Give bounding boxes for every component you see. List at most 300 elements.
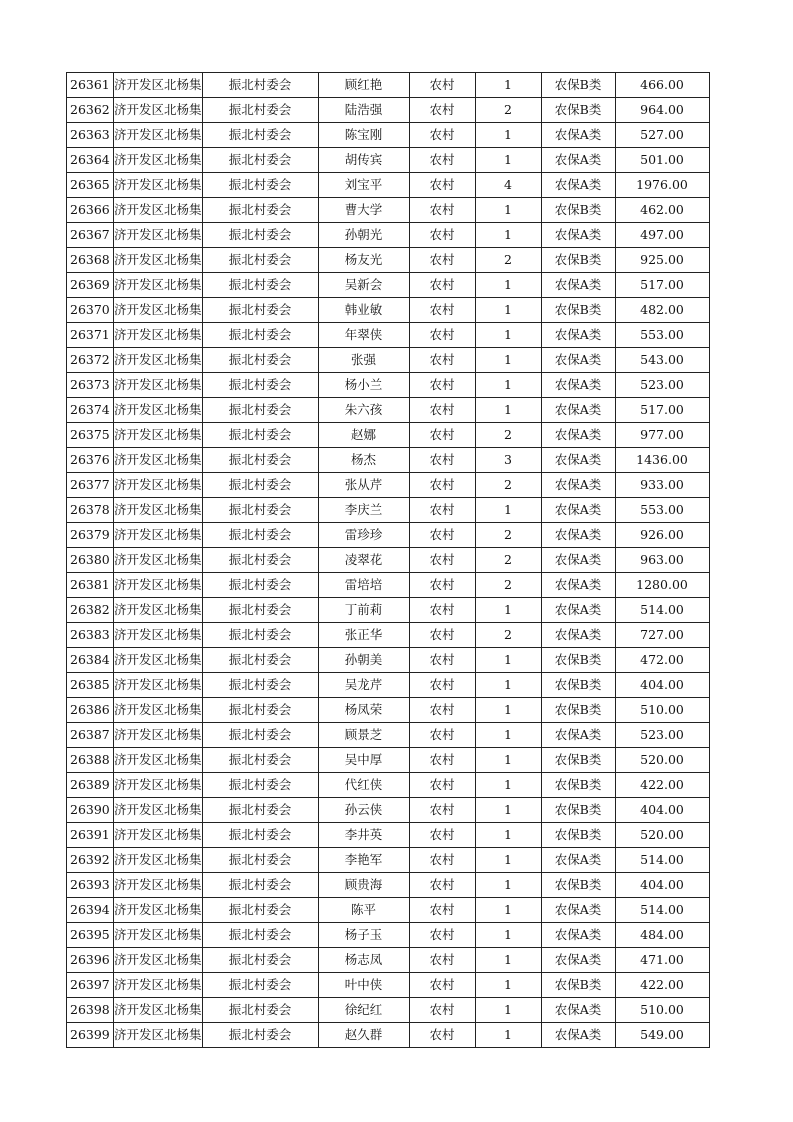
- village-name: 振北村委会: [202, 273, 318, 298]
- village-name: 振北村委会: [202, 648, 318, 673]
- table-row: [67, 723, 710, 748]
- area-name: 济开发区北杨集: [114, 398, 203, 423]
- area-name: 济开发区北杨集: [114, 423, 203, 448]
- area-name: 济开发区北杨集: [114, 748, 203, 773]
- record-id: 26390: [67, 798, 114, 823]
- person-name: 刘宝平: [318, 173, 409, 198]
- person-name: 吴新会: [318, 273, 409, 298]
- record-id: 26363: [67, 123, 114, 148]
- amount: 553.00: [615, 323, 709, 348]
- person-name: 吴龙芹: [318, 673, 409, 698]
- area-name: 济开发区北杨集: [114, 598, 203, 623]
- amount: 501.00: [615, 148, 709, 173]
- village-name: 振北村委会: [202, 773, 318, 798]
- person-name: 杨凤荣: [318, 698, 409, 723]
- village-name: 振北村委会: [202, 973, 318, 998]
- village-name: 振北村委会: [202, 848, 318, 873]
- member-count: 2: [475, 98, 541, 123]
- insurance-category: 农保A类: [541, 923, 615, 948]
- person-name: 李艳军: [318, 848, 409, 873]
- household-type: 农村: [409, 198, 475, 223]
- amount: 1280.00: [615, 573, 709, 598]
- table-row: [67, 973, 710, 998]
- record-id: 26362: [67, 98, 114, 123]
- record-id: 26376: [67, 448, 114, 473]
- area-name: 济开发区北杨集: [114, 448, 203, 473]
- table-row: [67, 848, 710, 873]
- amount: 964.00: [615, 98, 709, 123]
- amount: 404.00: [615, 673, 709, 698]
- record-id: 26393: [67, 873, 114, 898]
- member-count: 1: [475, 298, 541, 323]
- member-count: 2: [475, 623, 541, 648]
- member-count: 1: [475, 398, 541, 423]
- area-name: 济开发区北杨集: [114, 73, 203, 98]
- member-count: 2: [475, 473, 541, 498]
- household-type: 农村: [409, 373, 475, 398]
- area-name: 济开发区北杨集: [114, 548, 203, 573]
- area-name: 济开发区北杨集: [114, 198, 203, 223]
- household-type: 农村: [409, 348, 475, 373]
- village-name: 振北村委会: [202, 73, 318, 98]
- record-id: 26392: [67, 848, 114, 873]
- household-type: 农村: [409, 898, 475, 923]
- person-name: 曹大学: [318, 198, 409, 223]
- member-count: 1: [475, 273, 541, 298]
- record-id: 26375: [67, 423, 114, 448]
- amount: 472.00: [615, 648, 709, 673]
- village-name: 振北村委会: [202, 698, 318, 723]
- household-type: 农村: [409, 823, 475, 848]
- table-row: [67, 448, 710, 473]
- amount: 520.00: [615, 748, 709, 773]
- member-count: 1: [475, 73, 541, 98]
- person-name: 朱六孩: [318, 398, 409, 423]
- insurance-category: 农保A类: [541, 723, 615, 748]
- village-name: 振北村委会: [202, 798, 318, 823]
- record-id: 26382: [67, 598, 114, 623]
- person-name: 李井英: [318, 823, 409, 848]
- table-row: [67, 823, 710, 848]
- person-name: 吴中厚: [318, 748, 409, 773]
- household-type: 农村: [409, 423, 475, 448]
- record-id: 26388: [67, 748, 114, 773]
- table-row: [67, 298, 710, 323]
- record-id: 26371: [67, 323, 114, 348]
- person-name: 孙云侠: [318, 798, 409, 823]
- insurance-category: 农保B类: [541, 873, 615, 898]
- village-name: 振北村委会: [202, 323, 318, 348]
- table-row: [67, 598, 710, 623]
- amount: 422.00: [615, 773, 709, 798]
- person-name: 代红侠: [318, 773, 409, 798]
- table-row: [67, 348, 710, 373]
- person-name: 顾景芝: [318, 723, 409, 748]
- amount: 553.00: [615, 498, 709, 523]
- village-name: 振北村委会: [202, 173, 318, 198]
- insurance-category: 农保A类: [541, 448, 615, 473]
- member-count: 1: [475, 973, 541, 998]
- village-name: 振北村委会: [202, 448, 318, 473]
- member-count: 3: [475, 448, 541, 473]
- member-count: 1: [475, 948, 541, 973]
- record-id: 26379: [67, 523, 114, 548]
- village-name: 振北村委会: [202, 523, 318, 548]
- insurance-category: 农保B类: [541, 973, 615, 998]
- record-id: 26361: [67, 73, 114, 98]
- household-type: 农村: [409, 73, 475, 98]
- record-id: 26396: [67, 948, 114, 973]
- table-row: [67, 323, 710, 348]
- insurance-category: 农保B类: [541, 648, 615, 673]
- household-type: 农村: [409, 848, 475, 873]
- table-row: [67, 123, 710, 148]
- table-row: [67, 523, 710, 548]
- insurance-category: 农保A类: [541, 623, 615, 648]
- household-type: 农村: [409, 973, 475, 998]
- insurance-category: 农保A类: [541, 223, 615, 248]
- village-name: 振北村委会: [202, 548, 318, 573]
- member-count: 1: [475, 798, 541, 823]
- table-row: [67, 748, 710, 773]
- insurance-category: 农保B类: [541, 798, 615, 823]
- record-id: 26386: [67, 698, 114, 723]
- member-count: 2: [475, 423, 541, 448]
- table-row: [67, 898, 710, 923]
- member-count: 1: [475, 348, 541, 373]
- area-name: 济开发区北杨集: [114, 673, 203, 698]
- area-name: 济开发区北杨集: [114, 173, 203, 198]
- insurance-category: 农保B类: [541, 248, 615, 273]
- area-name: 济开发区北杨集: [114, 1023, 203, 1048]
- village-name: 振北村委会: [202, 1023, 318, 1048]
- village-name: 振北村委会: [202, 298, 318, 323]
- person-name: 杨友光: [318, 248, 409, 273]
- household-type: 农村: [409, 123, 475, 148]
- table-row: [67, 148, 710, 173]
- person-name: 顾红艳: [318, 73, 409, 98]
- area-name: 济开发区北杨集: [114, 898, 203, 923]
- member-count: 1: [475, 123, 541, 148]
- member-count: 1: [475, 498, 541, 523]
- household-type: 农村: [409, 273, 475, 298]
- person-name: 赵娜: [318, 423, 409, 448]
- village-name: 振北村委会: [202, 223, 318, 248]
- insurance-category: 农保B类: [541, 98, 615, 123]
- person-name: 丁前莉: [318, 598, 409, 623]
- household-type: 农村: [409, 998, 475, 1023]
- person-name: 凌翠花: [318, 548, 409, 573]
- member-count: 2: [475, 548, 541, 573]
- member-count: 1: [475, 723, 541, 748]
- household-type: 农村: [409, 698, 475, 723]
- amount: 497.00: [615, 223, 709, 248]
- area-name: 济开发区北杨集: [114, 823, 203, 848]
- area-name: 济开发区北杨集: [114, 573, 203, 598]
- insurance-category: 农保B类: [541, 198, 615, 223]
- area-name: 济开发区北杨集: [114, 948, 203, 973]
- amount: 523.00: [615, 373, 709, 398]
- member-count: 1: [475, 598, 541, 623]
- member-count: 1: [475, 373, 541, 398]
- village-name: 振北村委会: [202, 98, 318, 123]
- member-count: 1: [475, 698, 541, 723]
- member-count: 1: [475, 673, 541, 698]
- household-type: 农村: [409, 598, 475, 623]
- area-name: 济开发区北杨集: [114, 998, 203, 1023]
- member-count: 1: [475, 198, 541, 223]
- village-name: 振北村委会: [202, 823, 318, 848]
- village-name: 振北村委会: [202, 498, 318, 523]
- village-name: 振北村委会: [202, 948, 318, 973]
- village-name: 振北村委会: [202, 998, 318, 1023]
- member-count: 2: [475, 248, 541, 273]
- table-row: [67, 473, 710, 498]
- insurance-category: 农保B类: [541, 773, 615, 798]
- table-row: [67, 73, 710, 98]
- amount: 484.00: [615, 923, 709, 948]
- person-name: 赵久群: [318, 1023, 409, 1048]
- person-name: 张正华: [318, 623, 409, 648]
- record-id: 26369: [67, 273, 114, 298]
- area-name: 济开发区北杨集: [114, 148, 203, 173]
- record-id: 26385: [67, 673, 114, 698]
- table-row: [67, 98, 710, 123]
- insurance-category: 农保B类: [541, 673, 615, 698]
- record-id: 26367: [67, 223, 114, 248]
- record-id: 26372: [67, 348, 114, 373]
- area-name: 济开发区北杨集: [114, 973, 203, 998]
- insurance-category: 农保A类: [541, 573, 615, 598]
- amount: 517.00: [615, 273, 709, 298]
- area-name: 济开发区北杨集: [114, 523, 203, 548]
- record-id: 26365: [67, 173, 114, 198]
- table-row: [67, 423, 710, 448]
- area-name: 济开发区北杨集: [114, 623, 203, 648]
- village-name: 振北村委会: [202, 923, 318, 948]
- person-name: 张从芹: [318, 473, 409, 498]
- insurance-category: 农保A类: [541, 273, 615, 298]
- area-name: 济开发区北杨集: [114, 723, 203, 748]
- amount: 523.00: [615, 723, 709, 748]
- village-name: 振北村委会: [202, 573, 318, 598]
- insurance-category: 农保A类: [541, 498, 615, 523]
- table-row: [67, 648, 710, 673]
- table-row: [67, 198, 710, 223]
- member-count: 2: [475, 523, 541, 548]
- table-row: [67, 373, 710, 398]
- area-name: 济开发区北杨集: [114, 773, 203, 798]
- area-name: 济开发区北杨集: [114, 698, 203, 723]
- amount: 404.00: [615, 873, 709, 898]
- insurance-category: 农保A类: [541, 898, 615, 923]
- table-row: [67, 673, 710, 698]
- person-name: 杨杰: [318, 448, 409, 473]
- village-name: 振北村委会: [202, 873, 318, 898]
- record-id: 26398: [67, 998, 114, 1023]
- insurance-category: 农保A类: [541, 398, 615, 423]
- amount: 527.00: [615, 123, 709, 148]
- person-name: 徐纪红: [318, 998, 409, 1023]
- amount: 514.00: [615, 598, 709, 623]
- amount: 1436.00: [615, 448, 709, 473]
- person-name: 杨小兰: [318, 373, 409, 398]
- household-type: 农村: [409, 148, 475, 173]
- table-row: [67, 773, 710, 798]
- record-id: 26377: [67, 473, 114, 498]
- household-type: 农村: [409, 173, 475, 198]
- person-name: 陈宝刚: [318, 123, 409, 148]
- village-name: 振北村委会: [202, 348, 318, 373]
- person-name: 年翠侠: [318, 323, 409, 348]
- table-row: [67, 623, 710, 648]
- area-name: 济开发区北杨集: [114, 298, 203, 323]
- person-name: 韩业敏: [318, 298, 409, 323]
- person-name: 顾贵海: [318, 873, 409, 898]
- insurance-category: 农保A类: [541, 148, 615, 173]
- amount: 462.00: [615, 198, 709, 223]
- insurance-category: 农保A类: [541, 848, 615, 873]
- area-name: 济开发区北杨集: [114, 798, 203, 823]
- table-row: [67, 798, 710, 823]
- record-id: 26368: [67, 248, 114, 273]
- household-type: 农村: [409, 323, 475, 348]
- record-id: 26380: [67, 548, 114, 573]
- household-type: 农村: [409, 473, 475, 498]
- area-name: 济开发区北杨集: [114, 473, 203, 498]
- insurance-category: 农保A类: [541, 523, 615, 548]
- area-name: 济开发区北杨集: [114, 348, 203, 373]
- member-count: 1: [475, 223, 541, 248]
- area-name: 济开发区北杨集: [114, 98, 203, 123]
- table-row: [67, 1023, 710, 1048]
- member-count: 1: [475, 998, 541, 1023]
- insurance-category: 农保B类: [541, 823, 615, 848]
- area-name: 济开发区北杨集: [114, 248, 203, 273]
- household-type: 农村: [409, 298, 475, 323]
- table-row: [67, 498, 710, 523]
- village-name: 振北村委会: [202, 723, 318, 748]
- insurance-category: 农保A类: [541, 323, 615, 348]
- village-name: 振北村委会: [202, 898, 318, 923]
- insurance-category: 农保A类: [541, 473, 615, 498]
- household-type: 农村: [409, 873, 475, 898]
- household-type: 农村: [409, 98, 475, 123]
- insurance-category: 农保A类: [541, 598, 615, 623]
- person-name: 雷珍珍: [318, 523, 409, 548]
- village-name: 振北村委会: [202, 473, 318, 498]
- amount: 549.00: [615, 1023, 709, 1048]
- household-type: 农村: [409, 648, 475, 673]
- amount: 404.00: [615, 798, 709, 823]
- record-id: 26373: [67, 373, 114, 398]
- person-name: 杨志凤: [318, 948, 409, 973]
- person-name: 陆浩强: [318, 98, 409, 123]
- household-type: 农村: [409, 723, 475, 748]
- table-row: [67, 923, 710, 948]
- amount: 422.00: [615, 973, 709, 998]
- area-name: 济开发区北杨集: [114, 498, 203, 523]
- area-name: 济开发区北杨集: [114, 873, 203, 898]
- area-name: 济开发区北杨集: [114, 648, 203, 673]
- record-id: 26394: [67, 898, 114, 923]
- amount: 471.00: [615, 948, 709, 973]
- village-name: 振北村委会: [202, 623, 318, 648]
- area-name: 济开发区北杨集: [114, 323, 203, 348]
- person-name: 李庆兰: [318, 498, 409, 523]
- member-count: 1: [475, 1023, 541, 1048]
- village-name: 振北村委会: [202, 373, 318, 398]
- person-name: 陈平: [318, 898, 409, 923]
- village-name: 振北村委会: [202, 148, 318, 173]
- member-count: 1: [475, 898, 541, 923]
- household-type: 农村: [409, 248, 475, 273]
- table-row: [67, 173, 710, 198]
- household-type: 农村: [409, 523, 475, 548]
- insurance-category: 农保B类: [541, 298, 615, 323]
- amount: 517.00: [615, 398, 709, 423]
- household-type: 农村: [409, 748, 475, 773]
- table-row: [67, 873, 710, 898]
- household-type: 农村: [409, 623, 475, 648]
- record-id: 26384: [67, 648, 114, 673]
- table-row: [67, 948, 710, 973]
- table-row: [67, 398, 710, 423]
- household-type: 农村: [409, 498, 475, 523]
- person-name: 孙朝光: [318, 223, 409, 248]
- area-name: 济开发区北杨集: [114, 223, 203, 248]
- household-type: 农村: [409, 948, 475, 973]
- village-name: 振北村委会: [202, 198, 318, 223]
- records-table: [66, 72, 710, 1048]
- village-name: 振北村委会: [202, 748, 318, 773]
- amount: 510.00: [615, 698, 709, 723]
- household-type: 农村: [409, 448, 475, 473]
- insurance-category: 农保B类: [541, 73, 615, 98]
- area-name: 济开发区北杨集: [114, 123, 203, 148]
- person-name: 杨子玉: [318, 923, 409, 948]
- member-count: 1: [475, 873, 541, 898]
- member-count: 1: [475, 848, 541, 873]
- household-type: 农村: [409, 1023, 475, 1048]
- insurance-category: 农保B类: [541, 748, 615, 773]
- insurance-category: 农保A类: [541, 948, 615, 973]
- amount: 543.00: [615, 348, 709, 373]
- area-name: 济开发区北杨集: [114, 273, 203, 298]
- amount: 466.00: [615, 73, 709, 98]
- insurance-category: 农保A类: [541, 423, 615, 448]
- area-name: 济开发区北杨集: [114, 923, 203, 948]
- area-name: 济开发区北杨集: [114, 373, 203, 398]
- member-count: 1: [475, 648, 541, 673]
- member-count: 1: [475, 773, 541, 798]
- record-id: 26378: [67, 498, 114, 523]
- person-name: 叶中侠: [318, 973, 409, 998]
- insurance-category: 农保A类: [541, 123, 615, 148]
- amount: 482.00: [615, 298, 709, 323]
- person-name: 胡传宾: [318, 148, 409, 173]
- village-name: 振北村委会: [202, 673, 318, 698]
- household-type: 农村: [409, 223, 475, 248]
- member-count: 1: [475, 323, 541, 348]
- record-id: 26381: [67, 573, 114, 598]
- village-name: 振北村委会: [202, 248, 318, 273]
- record-id: 26370: [67, 298, 114, 323]
- record-id: 26366: [67, 198, 114, 223]
- amount: 925.00: [615, 248, 709, 273]
- record-id: 26364: [67, 148, 114, 173]
- household-type: 农村: [409, 573, 475, 598]
